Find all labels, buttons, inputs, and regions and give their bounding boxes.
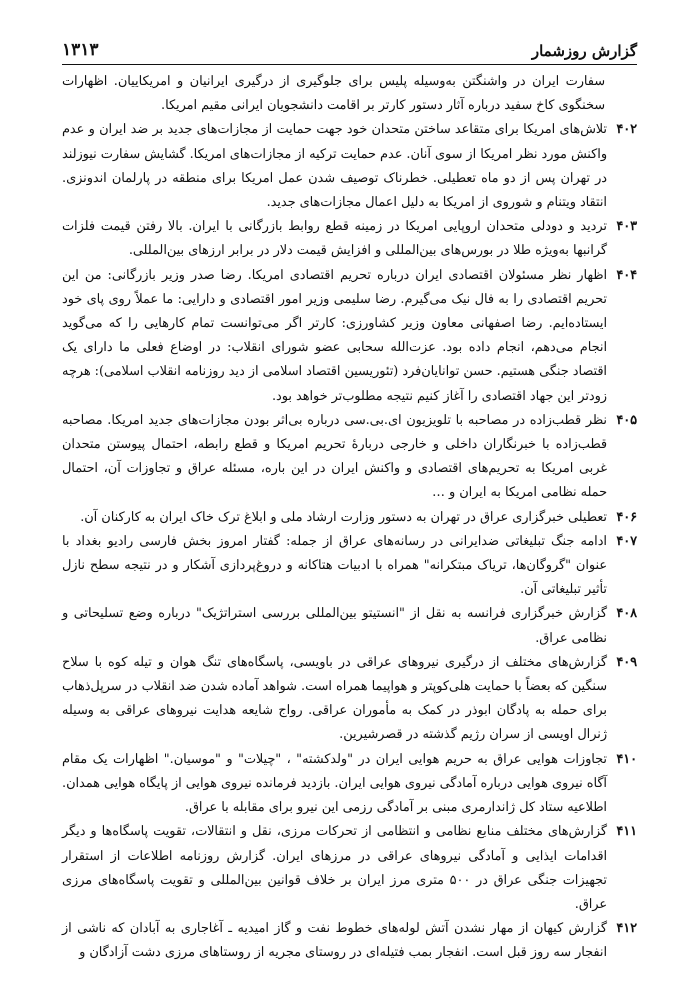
running-title: گزارش روزشمار (531, 42, 637, 60)
entry-text: تردید و دودلی متحدان اروپایی امریکا در زمینه قطع روابط بازرگانی با ایران. بالا رفتن قیمت فلزات گرانبها به‌ویژه طلا در بورس‌های بین‌المللی و افزایش قیمت دلار در برابر ارزهای بین‌المللی. (62, 219, 607, 259)
entry-text: تلاش‌های امریکا برای متقاعد ساختن متحدان خود جهت حمایت از مجازات‌های جدید بر ضد ایران و عدم واکنش مورد نظر امریکا از سوی آنان. عدم حمایت ترکیه از مجازات‌های امریکا. گشایش سفارت نیوزلند در تهران پس از دو ماه تعطیلی. خطرناک توصیف شدن عمل امریکا برای منطقه در پارلمان اندونزی. انتقاد ویتنام و شوروی از امریکا به دلیل اعمال مجازات‌های جدید. (62, 122, 607, 211)
page-header (62, 30, 637, 60)
page-body (62, 70, 637, 982)
entry-number: ۴۱۱ (616, 824, 637, 840)
entry-407 (62, 530, 637, 603)
entry-412 (62, 917, 637, 965)
entry-text: اظهار نظر مسئولان اقتصادی ایران درباره تحریم اقتصادی امریکا. رضا صدر وزیر بازرگانی: من این تحریم اقتصادی را به فال نیک می‌گیرم. رضا سلیمی وزیر امور اقتصادی و دارایی: ما عملاً روی پای خود ایستاده‌ایم. رضا اصفهانی معاون وزیر کشاورزی: کارتر اگر می‌توانست تمام کارهایی را که می‌گوید انجام می‌دهم، انجام داده بود. عزت‌الله سحابی عضو شورای انقلاب: در اوضاع فعلی ما دارای یک اقتصاد جنگی هستیم. حسن توانایان‌فرد (تئوریسین اقتصاد اسلامی از دید روزنامه انقلاب اسلامی): هرچه زودتر این جهاد اقتصادی را آغاز کنیم نتیجه مطلوب‌تر خواهد بود. (62, 267, 607, 404)
entry-text: گزارش‌های مختلف منابع نظامی و انتظامی از تحرکات مرزی، نقل و انتقالات، تقویت پاسگاه‌ها و دیگر اقدامات ایذایی و آمادگی نیروهای عراقی در مرزهای ایران. گزارش روزنامه اطلاعات از استقرار تجهیزات جنگی عراق در ۵۰۰ متری مرز ایران بر خلاف قوانین بین‌المللی و تقویت پاسگاه‌های مرزی عراق. (62, 824, 607, 912)
entry-text: گزارش‌های مختلف از درگیری نیروهای عراقی در باویسی، پاسگاه‌های تنگ هوان و تیله کوه با سلاح سنگین که بعضاً با حمایت هلی‌کوپتر و هواپیما همراه است. شواهد آماده شدن ضد انقلاب در سرپل‌ذهاب برای حمله به پادگان ابوذر در کمک به مأموران عراقی. رواج شایعه هدایت نیروهای عراقی به وسیله ژنرال اویسی از سران رژیم گذشته در قصرشیرین. (62, 654, 607, 743)
entry-number: ۴۰۵ (616, 412, 637, 428)
entry-text: گزارش کیهان از مهار نشدن آتش لوله‌های خطوط نفت و گاز امیدیه ـ آغاجاری به آبادان که ناشی از انفجار سه روز قبل است. انفجار بمب فتیله‌ای در روستای مجریه از روستاهای مرزی دشت آزادگان و (62, 921, 607, 961)
entry-405 (62, 409, 637, 506)
entry-410 (62, 748, 637, 821)
header-rule (62, 64, 637, 65)
entry-text: تجاوزات هوایی عراق به حریم هوایی ایران در "ولدکشته" ، "چیلات" و "موسیان." اظهارات یک مقام آگاه نیروی هوایی درباره آمادگی نیروی هوایی ایران. بازدید فرمانده نیروی هوایی از پایگاه هوایی همدان. اطلاعیه ستاد کل ژاندارمری مبنی بر آمادگی رزمی این نیرو برای مقابله با عراق. (62, 751, 607, 816)
entry-number: ۴۰۳ (616, 219, 637, 235)
entry-number: ۴۰۴ (616, 267, 637, 283)
entry-text: نظر قطب‌زاده در مصاحبه با تلویزیون ای.بی.سی درباره بی‌اثر بودن مجازات‌های جدید امریکا. مصاحبه قطب‌زاده با خبرنگاران داخلی و خارجی دربارهٔ تحریم امریکا و قطع رابطه، احتمال پیوستن متحدان غربی امریکا به تحریم‌های اقتصادی و واکنش ایران در این باره، مسئله عراق و تجاوزات آن، احتمال حمله نظامی امریکا به ایران و … (62, 412, 607, 501)
entry-406 (62, 506, 637, 530)
entry-text: گزارش خبرگزاری فرانسه به نقل از "انستیتو بین‌المللی بررسی استراتژیک" درباره وضع تسلیحاتی و نظامی عراق. (62, 606, 607, 646)
entry-number: ۴۰۹ (616, 654, 637, 670)
entry-number: ۴۰۸ (616, 606, 637, 622)
entry-408 (62, 602, 637, 650)
intro-paragraph: سفارت ایران در واشنگتن به‌وسیله پلیس برای جلوگیری از درگیری ایرانیان و امریکاییان. اظهارات سخنگوی کاخ سفید درباره آثار دستور کارتر بر اقامت دانشجویان ایرانی مقیم امریکا. (62, 74, 605, 114)
entry-text: تعطیلی خبرگزاری عراق در تهران به دستور وزارت ارشاد ملی و ابلاغ ترک خاک ایران به کارکنان آن. (80, 509, 607, 525)
entry-409 (62, 651, 637, 748)
entry-411 (62, 820, 637, 917)
entry-403 (62, 215, 637, 263)
entry-number: ۴۰۲ (616, 122, 637, 138)
entry-404 (62, 264, 637, 409)
entry-number: ۴۰۶ (616, 509, 637, 525)
entry-402 (62, 118, 637, 215)
page-number: ۱۳۱۳ (62, 40, 99, 60)
entry-number: ۴۰۷ (616, 533, 637, 549)
entry-text: ادامه جنگ تبلیغاتی ضدایرانی در رسانه‌های عراق از جمله: گفتار امروز بخش فارسی رادیو بغداد با عنوان "گروگان‌ها، تریاک مبتکرانه" همراه با ادبیات هتاکانه و دروغ‌پردازی آشکار و در نتیجه سطح نازل تأثیر تبلیغاتی آن. (62, 533, 607, 598)
entry-number: ۴۱۲ (616, 921, 637, 937)
entry-number: ۴۱۰ (616, 751, 637, 767)
